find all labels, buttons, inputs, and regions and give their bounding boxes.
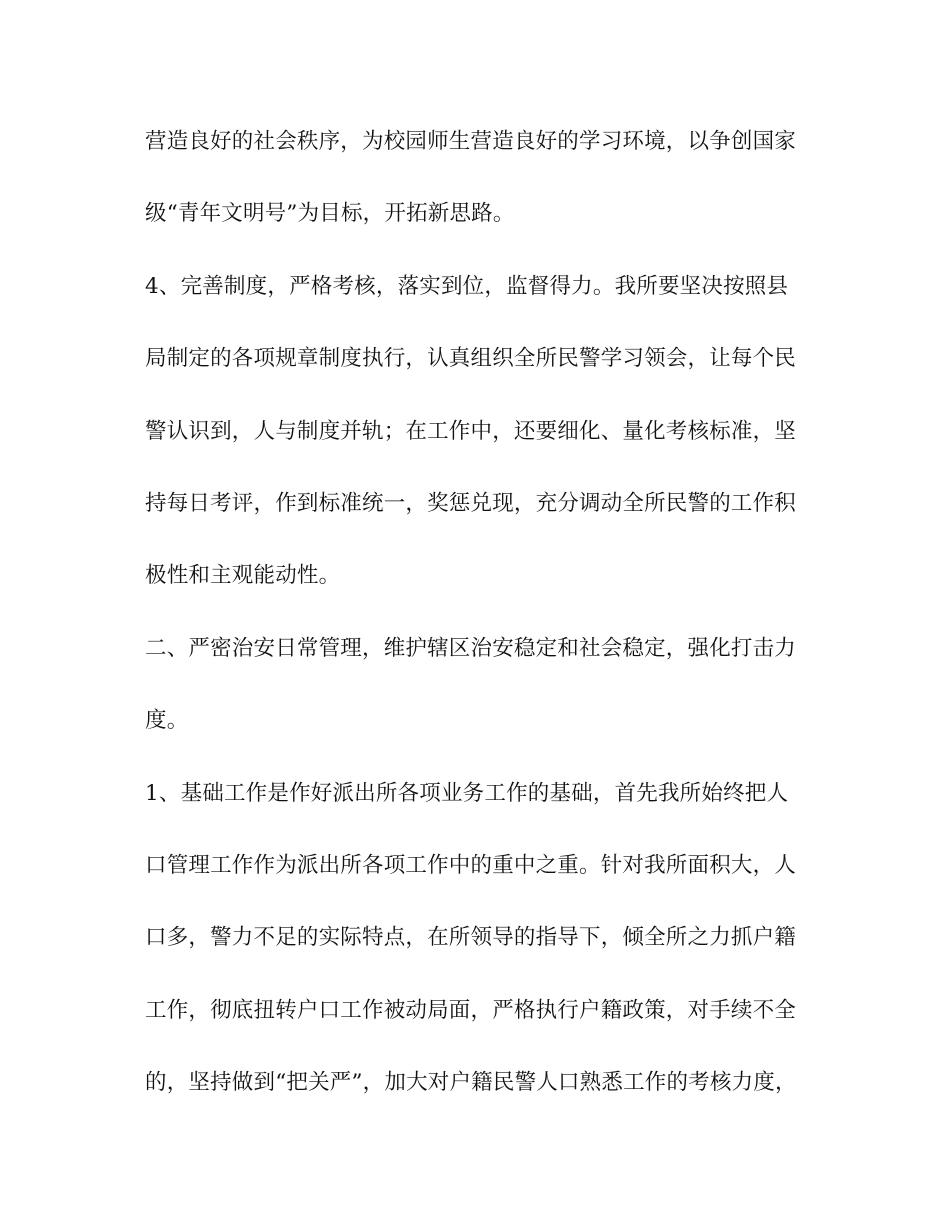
text-line: 度。: [145, 708, 189, 734]
text-line: 1、基础工作是作好派出所各项业务工作的基础，首先我所始终把人: [145, 780, 789, 806]
text-line: 级“青年文明号”为目标，开拓新思路。: [145, 201, 515, 227]
text-line: 持每日考评，作到标准统一，奖惩兑现，充分调动全所民警的工作积: [145, 490, 797, 516]
document-body: [145, 122, 805, 1135]
text-line: 4、完善制度，严格考核，落实到位，监督得力。我所要坚决按照县: [145, 273, 789, 299]
text-line: 警认识到，人与制度并轨；在工作中，还要细化、量化考核标准，坚: [145, 418, 797, 444]
text-line: 营造良好的社会秩序，为校园师生营造良好的学习环境，以争创国家: [145, 129, 797, 154]
text-line: 口多，警力不足的实际特点，在所领导的指导下，倾全所之力抓户籍: [145, 925, 797, 951]
text-line: 二、严密治安日常管理，维护辖区治安稳定和社会稳定，强化打击力: [145, 635, 797, 661]
text-line: 的，坚持做到“把关严”，加大对户籍民警人口熟悉工作的考核力度，: [145, 1070, 797, 1096]
text-line: 局制定的各项规章制度执行，认真组织全所民警学习领会，让每个民: [145, 346, 797, 372]
text-line: 口管理工作作为派出所各项工作中的重中之重。针对我所面积大，人: [145, 852, 797, 878]
text-line: 工作，彻底扭转户口工作被动局面，严格执行户籍政策，对手续不全: [145, 997, 797, 1023]
text-line: 极性和主观能动性。: [145, 563, 341, 589]
